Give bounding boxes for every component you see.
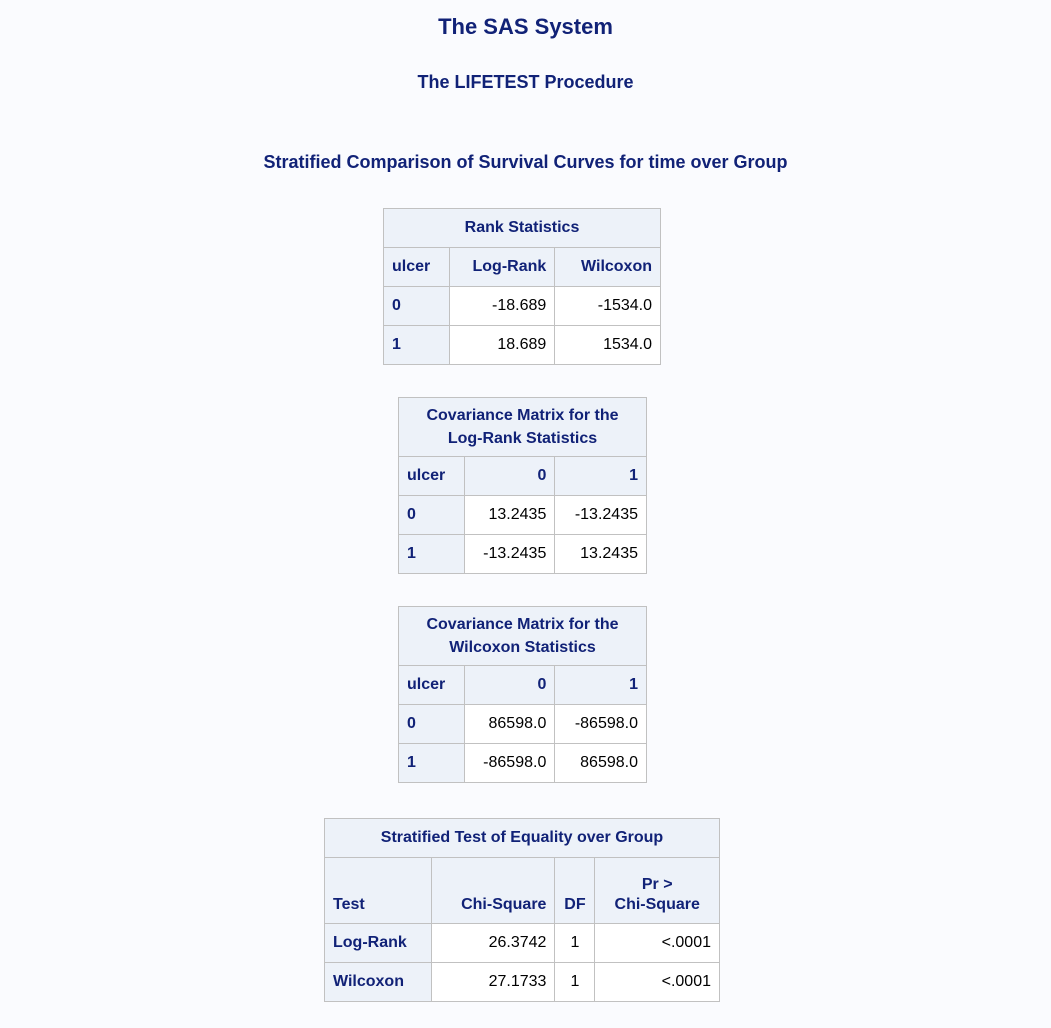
- covariance-wilcoxon-table: [398, 606, 647, 783]
- row-header: 0: [384, 287, 450, 326]
- table-cell: 86598.0: [464, 705, 555, 744]
- column-header-1: 1: [555, 457, 647, 496]
- table-cell: 13.2435: [464, 496, 555, 535]
- row-header: 1: [399, 535, 465, 574]
- row-header: 1: [384, 326, 450, 365]
- covariance-logrank-table: [398, 397, 647, 574]
- test-of-equality-table: [324, 818, 720, 1002]
- table-cell: 26.3742: [431, 924, 555, 963]
- table-caption: Covariance Matrix for the Wilcoxon Statistics: [399, 607, 647, 666]
- column-header-wilcoxon: Wilcoxon: [555, 248, 661, 287]
- column-header-0: 0: [464, 666, 555, 705]
- row-header: 0: [399, 496, 465, 535]
- row-header: Log-Rank: [325, 924, 432, 963]
- table-cell: 18.689: [449, 326, 554, 365]
- column-header-df: DF: [555, 858, 595, 924]
- table-caption: Covariance Matrix for the Log-Rank Statistics: [399, 398, 647, 457]
- table-cell: 13.2435: [555, 535, 647, 574]
- column-header-0: 0: [464, 457, 555, 496]
- table-row: [399, 496, 647, 535]
- table-row: [399, 744, 647, 783]
- column-header-pr-chi-square: [595, 858, 720, 924]
- table-cell: -86598.0: [464, 744, 555, 783]
- column-header-chi-square: Chi-Square: [431, 858, 555, 924]
- row-header: 0: [399, 705, 465, 744]
- column-header-ulcer: ulcer: [399, 457, 465, 496]
- table-row: [325, 963, 720, 1002]
- table-cell: -86598.0: [555, 705, 647, 744]
- table-caption: Stratified Test of Equality over Group: [325, 819, 720, 858]
- column-header-pr-line1: Pr >: [641, 876, 673, 893]
- row-header: 1: [399, 744, 465, 783]
- table-cell: 27.1733: [431, 963, 555, 1002]
- column-header-test: Test: [325, 858, 432, 924]
- table-cell: -13.2435: [555, 496, 647, 535]
- rank-statistics-table: [383, 208, 661, 365]
- column-header-1: 1: [555, 666, 647, 705]
- table-row: [399, 535, 647, 574]
- column-header-ulcer: ulcer: [384, 248, 450, 287]
- table-cell: <.0001: [595, 963, 720, 1002]
- system-title: The SAS System: [438, 14, 613, 39]
- table-cell: 1534.0: [555, 326, 661, 365]
- table-cell: -18.689: [449, 287, 554, 326]
- row-header: Wilcoxon: [325, 963, 432, 1002]
- section-title: Stratified Comparison of Survival Curves for time over Group: [263, 152, 788, 172]
- table-cell: 86598.0: [555, 744, 647, 783]
- table-row: [384, 287, 661, 326]
- table-cell: -13.2435: [464, 535, 555, 574]
- table-cell: <.0001: [595, 924, 720, 963]
- column-header-ulcer: ulcer: [399, 666, 465, 705]
- table-cell: 1: [555, 924, 595, 963]
- table-cell: -1534.0: [555, 287, 661, 326]
- table-caption: Rank Statistics: [384, 209, 661, 248]
- table-cell: 1: [555, 963, 595, 1002]
- column-header-log-rank: Log-Rank: [449, 248, 554, 287]
- table-row: [384, 326, 661, 365]
- table-row: [399, 705, 647, 744]
- procedure-title: The LIFETEST Procedure: [417, 72, 634, 92]
- column-header-pr-line2: Chi-Square: [614, 896, 700, 913]
- table-row: [325, 924, 720, 963]
